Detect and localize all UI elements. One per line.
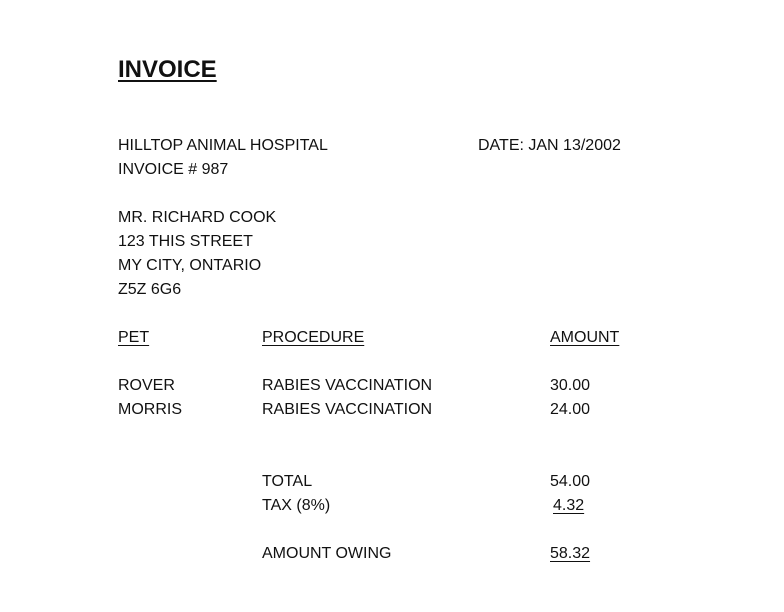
column-header-pet: PET <box>118 329 150 346</box>
invoice-date: DATE: JAN 13/2002 <box>478 137 621 154</box>
total-value: 54.00 <box>550 473 591 490</box>
customer-postal-code: Z5Z 6G6 <box>118 281 182 298</box>
column-header-procedure: PROCEDURE <box>262 329 365 346</box>
customer-city: MY CITY, ONTARIO <box>118 257 262 274</box>
clinic-name: HILLTOP ANIMAL HOSPITAL <box>118 137 328 154</box>
row-procedure: RABIES VACCINATION <box>262 377 433 394</box>
amount-owing-label: AMOUNT OWING <box>262 545 392 562</box>
invoice-title: INVOICE <box>118 56 217 83</box>
customer-street: 123 THIS STREET <box>118 233 253 250</box>
row-procedure: RABIES VACCINATION <box>262 401 433 418</box>
row-amount: 24.00 <box>550 401 591 418</box>
column-header-amount: AMOUNT <box>550 329 620 346</box>
invoice-number: INVOICE # 987 <box>118 161 229 178</box>
tax-label: TAX (8%) <box>262 497 331 514</box>
total-label: TOTAL <box>262 473 313 490</box>
row-pet: MORRIS <box>118 401 182 418</box>
customer-name: MR. RICHARD COOK <box>118 209 277 226</box>
row-amount: 30.00 <box>550 377 591 394</box>
amount-owing-value: 58.32 <box>550 545 591 562</box>
tax-value: 4.32 <box>553 497 585 514</box>
row-pet: ROVER <box>118 377 175 394</box>
